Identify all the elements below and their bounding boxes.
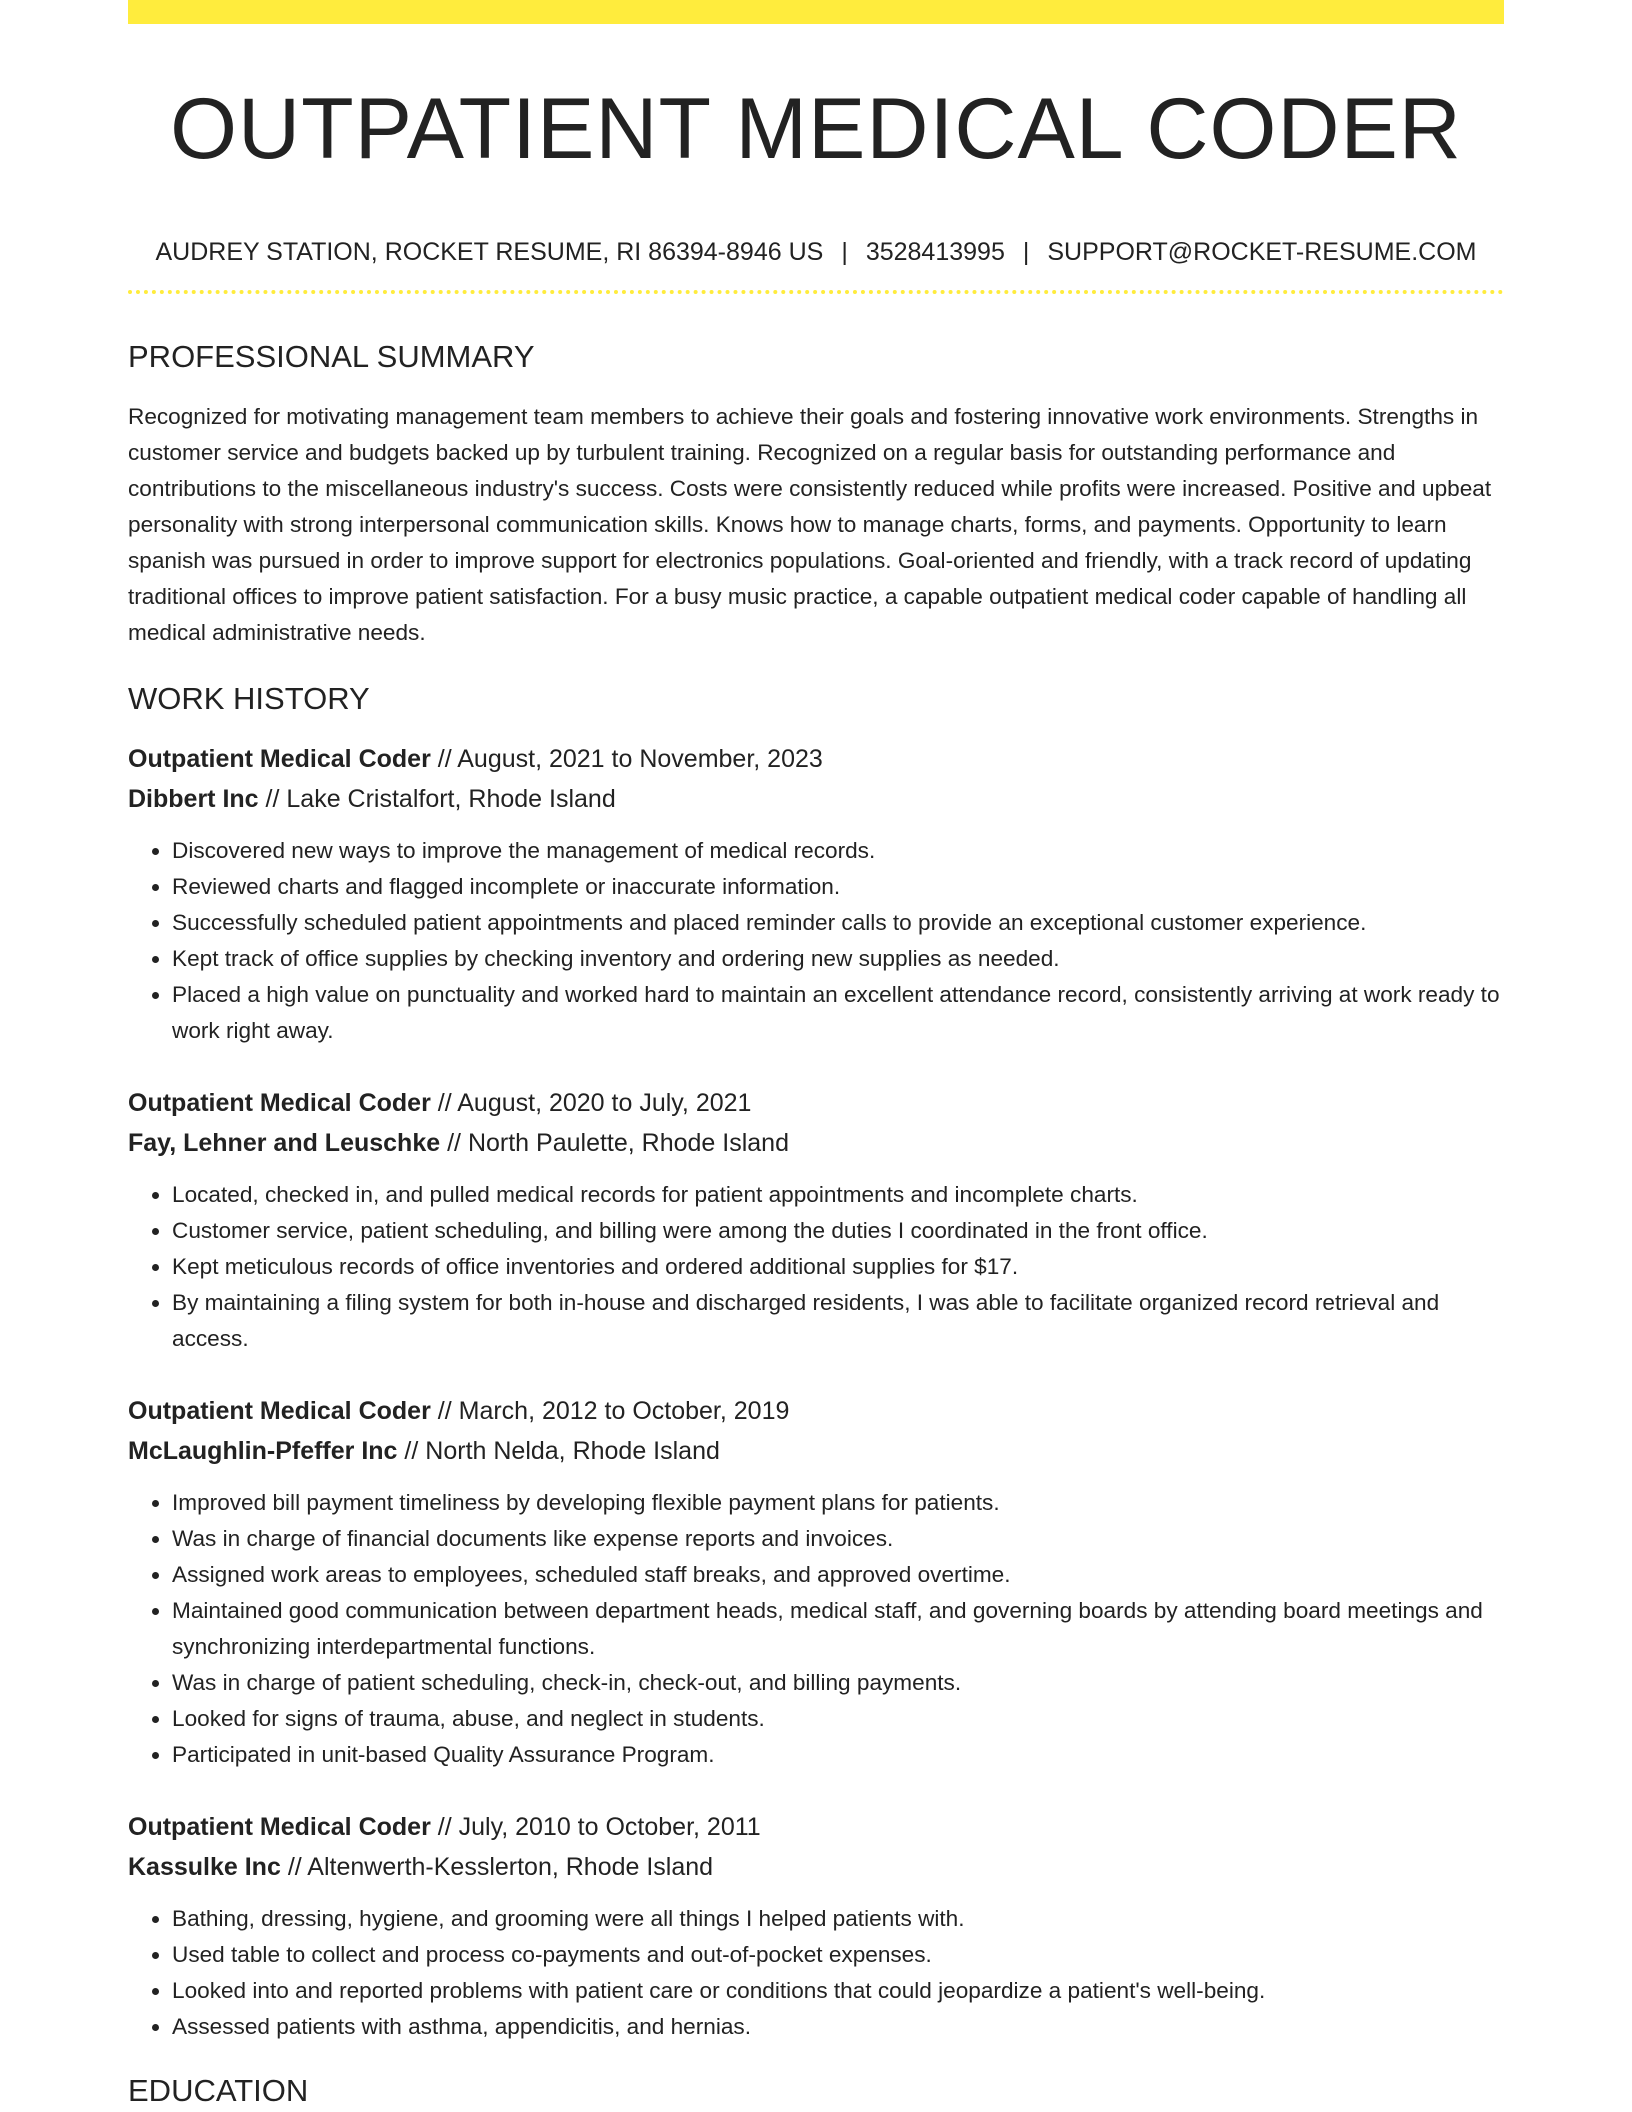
job-title: Outpatient Medical Coder xyxy=(128,745,431,773)
contact-line xyxy=(128,236,1504,268)
job-bullet: • Looked for signs of trauma, abuse, and neglect in students. xyxy=(172,1701,1504,1737)
job-delimiter: // xyxy=(265,785,280,813)
job-delimiter: // xyxy=(447,1129,461,1157)
job-location: North Nelda, Rhode Island xyxy=(425,1437,720,1465)
top-accent-bar xyxy=(128,0,1504,24)
job-bullet: • Looked into and reported problems with patient care or conditions that could jeopardize a patient's well-being. xyxy=(172,1973,1504,2009)
job-dates: March, 2012 to October, 2019 xyxy=(458,1397,790,1425)
job-bullet: • Discovered new ways to improve the management of medical records. xyxy=(172,833,1504,869)
job-bullet-list xyxy=(128,1177,1504,1357)
job-company-line xyxy=(128,779,1504,819)
job-dates: August, 2020 to July, 2021 xyxy=(457,1089,752,1117)
job-delimiter: // xyxy=(437,745,452,773)
job-entry xyxy=(128,1807,1504,2045)
dotted-divider xyxy=(128,290,1504,294)
job-company-line xyxy=(128,1847,1504,1887)
job-title: Outpatient Medical Coder xyxy=(128,1813,431,1841)
job-title-line xyxy=(128,1391,1504,1431)
job-delimiter: // xyxy=(437,1089,452,1117)
resume-page xyxy=(128,0,1504,2111)
job-bullet: • Placed a high value on punctuality and worked hard to maintain an excellent attendance record, consistently arriving at work ready to work right away. xyxy=(172,977,1504,1049)
job-delimiter: // xyxy=(437,1813,452,1841)
job-delimiter: // xyxy=(437,1397,452,1425)
job-location: Altenwerth-Kesslerton, Rhode Island xyxy=(307,1853,714,1881)
job-entry xyxy=(128,1391,1504,1773)
job-company: McLaughlin-Pfeffer Inc xyxy=(128,1437,398,1465)
job-bullet-list xyxy=(128,1901,1504,2045)
summary-heading: PROFESSIONAL SUMMARY xyxy=(128,339,535,374)
job-title-line xyxy=(128,739,1504,779)
job-title: Outpatient Medical Coder xyxy=(128,1089,431,1117)
contact-address: AUDREY STATION, ROCKET RESUME, RI 86394-8946 US xyxy=(155,238,824,266)
job-bullet: • Assigned work areas to employees, scheduled staff breaks, and approved overtime. xyxy=(172,1557,1504,1593)
job-title-line xyxy=(128,1807,1504,1847)
work-history-heading: WORK HISTORY xyxy=(128,681,370,716)
job-company: Kassulke Inc xyxy=(128,1853,281,1881)
job-title-line xyxy=(128,1083,1504,1123)
job-bullet-list xyxy=(128,1485,1504,1773)
job-bullet: • Reviewed charts and flagged incomplete or inaccurate information. xyxy=(172,869,1504,905)
job-bullet: • Was in charge of financial documents like expense reports and invoices. xyxy=(172,1521,1504,1557)
job-bullet: • Improved bill payment timeliness by developing flexible payment plans for patients. xyxy=(172,1485,1504,1521)
education-heading: EDUCATION xyxy=(128,2073,309,2108)
job-bullet: • Kept track of office supplies by checking inventory and ordering new supplies as needed. xyxy=(172,941,1504,977)
job-company: Fay, Lehner and Leuschke xyxy=(128,1129,441,1157)
job-bullet: • Located, checked in, and pulled medical records for patient appointments and incomplete charts. xyxy=(172,1177,1504,1213)
job-delimiter: // xyxy=(404,1437,419,1465)
job-company-line xyxy=(128,1431,1504,1471)
job-bullet-list xyxy=(128,833,1504,1049)
job-dates: August, 2021 to November, 2023 xyxy=(457,745,823,773)
job-title: Outpatient Medical Coder xyxy=(128,1397,431,1425)
job-location: Lake Cristalfort, Rhode Island xyxy=(286,785,616,813)
contact-email: SUPPORT@ROCKET-RESUME.COM xyxy=(1047,238,1477,266)
resume-title: OUTPATIENT MEDICAL CODER xyxy=(170,81,1462,177)
contact-phone: 3528413995 xyxy=(865,238,1005,266)
contact-separator: | xyxy=(1022,238,1030,266)
job-company: Dibbert Inc xyxy=(128,785,259,813)
job-bullet: • Successfully scheduled patient appointments and placed reminder calls to provide an exceptional customer experience. xyxy=(172,905,1504,941)
job-location: North Paulette, Rhode Island xyxy=(467,1129,789,1157)
job-bullet: • By maintaining a filing system for both in-house and discharged residents, I was able to facilitate organized record retrieval and access. xyxy=(172,1285,1504,1357)
job-company-line xyxy=(128,1123,1504,1163)
job-entry xyxy=(128,739,1504,1049)
job-bullet: • Customer service, patient scheduling, and billing were among the duties I coordinated in the front office. xyxy=(172,1213,1504,1249)
work-history-list xyxy=(128,739,1504,2045)
job-bullet: • Maintained good communication between department heads, medical staff, and governing boards by attending board meetings and synchronizing interdepartmental functions. xyxy=(172,1593,1504,1665)
job-dates: July, 2010 to October, 2011 xyxy=(458,1813,761,1841)
job-entry xyxy=(128,1083,1504,1357)
job-bullet: • Was in charge of patient scheduling, check-in, check-out, and billing payments. xyxy=(172,1665,1504,1701)
job-bullet: • Used table to collect and process co-payments and out-of-pocket expenses. xyxy=(172,1937,1504,1973)
contact-separator: | xyxy=(841,238,848,266)
job-bullet: • Participated in unit-based Quality Assurance Program. xyxy=(172,1737,1504,1773)
job-delimiter: // xyxy=(287,1853,302,1881)
summary-text: Recognized for motivating management team members to achieve their goals and fostering innovative work environments. Strengths in customer service and budgets backed up by turbulent training. Recognized on a regular basis for outstanding performance and contributions to the miscellaneous industry's success. Costs were consistently reduced while profits were increased. Positive and upbeat personality with strong interpersonal communication skills. Knows how to manage charts, forms, and payments. Opportunity to learn spanish was pursued in order to improve support for electronics populations. Goal-oriented and friendly, with a track record of updating traditional offices to improve patient satisfaction. For a busy music practice, a capable outpatient medical coder capable of handling all medical administrative needs. xyxy=(128,404,1492,645)
job-bullet: • Assessed patients with asthma, appendicitis, and hernias. xyxy=(172,2009,1504,2045)
job-bullet: • Kept meticulous records of office inventories and ordered additional supplies for $17. xyxy=(172,1249,1504,1285)
job-bullet: • Bathing, dressing, hygiene, and grooming were all things I helped patients with. xyxy=(172,1901,1504,1937)
